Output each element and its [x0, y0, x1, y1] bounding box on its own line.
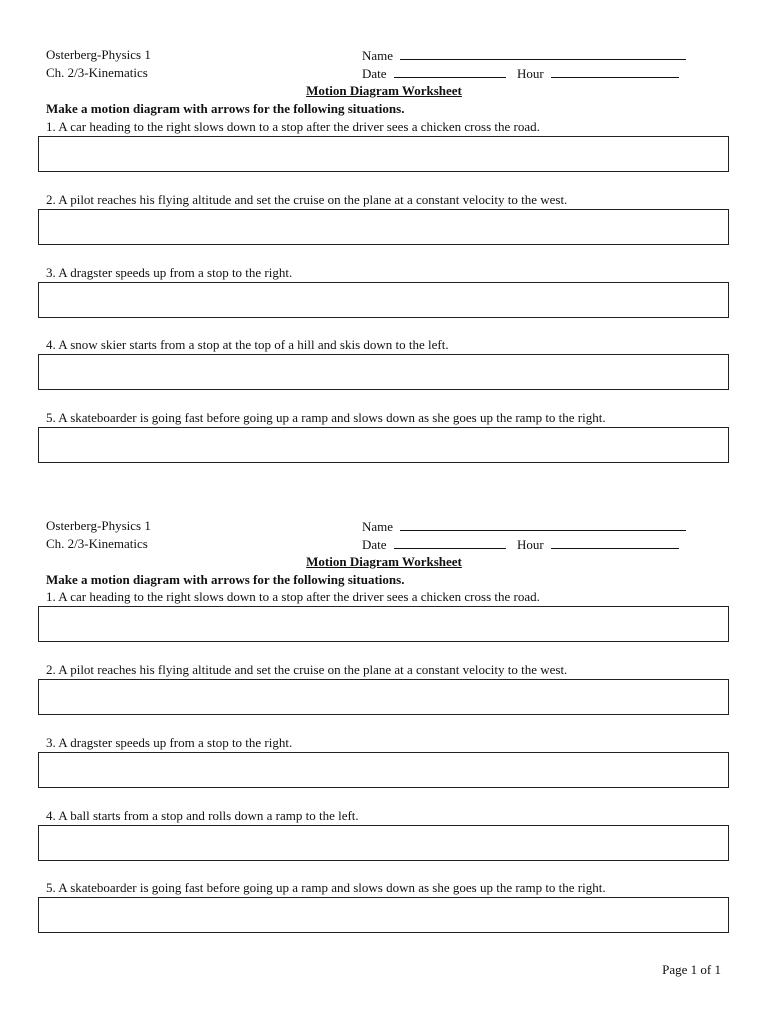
question-5: 5. A skateboarder is going fast before going up a ramp and slows down as she goes up the ramp to the right. — [46, 880, 606, 895]
worksheet-title: Motion Diagram Worksheet — [306, 554, 462, 569]
worksheet-title: Motion Diagram Worksheet — [306, 83, 462, 98]
hour-field[interactable] — [551, 65, 679, 78]
hour-field[interactable] — [551, 536, 679, 549]
answer-box-1[interactable] — [38, 136, 729, 172]
question-4: 4. A snow skier starts from a stop at the top of a hill and skis down to the left. — [46, 337, 449, 352]
question-5: 5. A skateboarder is going fast before going up a ramp and slows down as she goes up the ramp to the right. — [46, 410, 606, 425]
instructions: Make a motion diagram with arrows for the following situations. — [46, 572, 405, 587]
question-2: 2. A pilot reaches his flying altitude and set the cruise on the plane at a constant velocity to the west. — [46, 192, 568, 207]
instructions: Make a motion diagram with arrows for the following situations. — [46, 101, 405, 116]
course-label: Osterberg-Physics 1 — [46, 47, 151, 62]
date-label: Date — [362, 66, 387, 81]
hour-label: Hour — [517, 66, 544, 81]
course-label: Osterberg-Physics 1 — [46, 518, 151, 533]
answer-box-2[interactable] — [38, 679, 729, 715]
question-3: 3. A dragster speeds up from a stop to the right. — [46, 735, 293, 750]
date-label: Date — [362, 537, 387, 552]
hour-label: Hour — [517, 537, 544, 552]
name-label: Name — [362, 48, 394, 63]
name-row — [362, 518, 686, 534]
date-field[interactable] — [394, 536, 506, 549]
name-label: Name — [362, 519, 394, 534]
date-hour-row — [362, 65, 679, 81]
answer-box-4[interactable] — [38, 825, 729, 861]
chapter-label: Ch. 2/3-Kinematics — [46, 65, 148, 80]
name-field[interactable] — [400, 47, 686, 60]
question-1: 1. A car heading to the right slows down to a stop after the driver sees a chicken cross the road. — [46, 589, 540, 604]
name-row — [362, 47, 686, 63]
question-1: 1. A car heading to the right slows down to a stop after the driver sees a chicken cross the road. — [46, 119, 540, 134]
date-hour-row — [362, 536, 679, 552]
worksheet-top — [0, 0, 768, 470]
answer-box-3[interactable] — [38, 752, 729, 788]
answer-box-4[interactable] — [38, 354, 729, 390]
worksheet-bottom — [0, 470, 768, 940]
page-number: Page 1 of 1 — [662, 962, 721, 977]
name-field[interactable] — [400, 518, 686, 531]
question-2: 2. A pilot reaches his flying altitude and set the cruise on the plane at a constant velocity to the west. — [46, 662, 568, 677]
answer-box-1[interactable] — [38, 606, 729, 642]
date-field[interactable] — [394, 65, 506, 78]
question-3: 3. A dragster speeds up from a stop to the right. — [46, 265, 293, 280]
answer-box-2[interactable] — [38, 209, 729, 245]
answer-box-3[interactable] — [38, 282, 729, 318]
answer-box-5[interactable] — [38, 427, 729, 463]
chapter-label: Ch. 2/3-Kinematics — [46, 536, 148, 551]
answer-box-5[interactable] — [38, 897, 729, 933]
question-4: 4. A ball starts from a stop and rolls down a ramp to the left. — [46, 808, 359, 823]
